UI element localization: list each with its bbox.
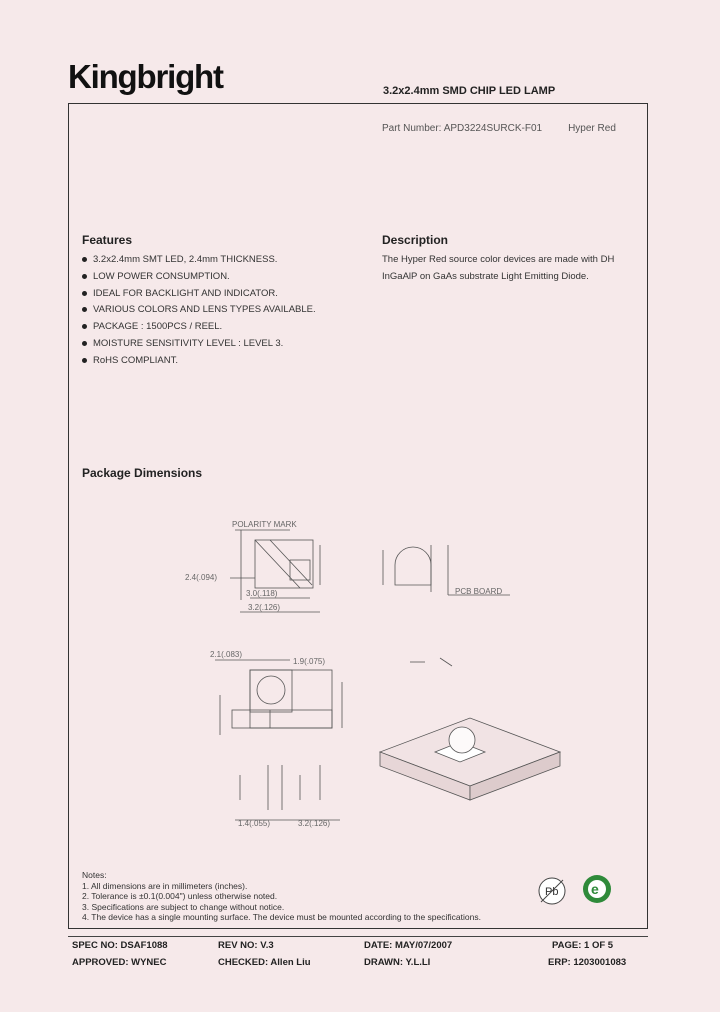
feature-item: MOISTURE SENSITIVITY LEVEL : LEVEL 3. [82, 336, 316, 353]
feature-item: IDEAL FOR BACKLIGHT AND INDICATOR. [82, 286, 316, 303]
dim-label: 3.2(.126) [248, 603, 281, 612]
feature-item: RoHS COMPLIANT. [82, 353, 316, 370]
notes: Notes: 1. All dimensions are in millimeters (inches). 2. Tolerance is ±0.1(0.004") unless otherwise noted. 3. Specifications are subject to change without notice. 4. The device has a single mounting surface. The device must be mounted according to the specifications. [82, 870, 481, 923]
part-number: Part Number: APD3224SURCK-F01 [382, 123, 543, 134]
description-heading: Description [382, 233, 449, 247]
page-number: PAGE: 1 OF 5 [552, 940, 614, 951]
dim-label: 2.4(.094) [185, 573, 218, 582]
kingbright-logo: Kingbright [68, 58, 223, 95]
dim-label: 3.2(.126) [298, 819, 331, 828]
polarity-mark-label: POLARITY MARK [232, 520, 297, 529]
description-text: The Hyper Red source color devices are made with DH InGaAlP on GaAs substrate Light Emitting Diode. [382, 254, 615, 282]
bottom-view-drawing [215, 660, 342, 735]
pcb-isometric-drawing [380, 658, 560, 800]
features-heading: Features [82, 233, 133, 247]
rohs-icon [583, 875, 611, 903]
feature-item: VARIOUS COLORS AND LENS TYPES AVAILABLE. [82, 302, 316, 319]
section-view-drawing [235, 765, 340, 820]
drawn-by: DRAWN: Y.L.LI [364, 957, 431, 968]
feature-item: LOW POWER CONSUMPTION. [82, 269, 316, 286]
dim-label: 3.0(.118) [246, 589, 278, 598]
rev-no: REV NO: V.3 [218, 940, 274, 951]
package-dimensions-heading: Package Dimensions [82, 466, 203, 480]
erp-number: ERP: 1203001083 [548, 957, 627, 968]
led-color: Hyper Red [568, 123, 616, 134]
dim-label: 2.1(.083) [210, 650, 243, 659]
spec-no: SPEC NO: DSAF1088 [72, 940, 168, 951]
top-view-drawing [230, 530, 320, 612]
dim-label: 1.4(.055) [238, 819, 271, 828]
pb-free-label: Pb [545, 886, 559, 898]
document-title: 3.2x2.4mm SMD CHIP LED LAMP [383, 85, 556, 97]
pcb-board-label: PCB BOARD [455, 587, 503, 596]
checked-by: CHECKED: Allen Liu [218, 957, 311, 968]
dim-label: 1.9(.075) [293, 657, 326, 666]
approved-by: APPROVED: WYNEC [72, 957, 167, 968]
rohs-label: e [591, 881, 599, 897]
feature-item: 3.2x2.4mm SMT LED, 2.4mm THICKNESS. [82, 252, 316, 269]
footer-divider [68, 936, 648, 937]
date: DATE: MAY/07/2007 [364, 940, 453, 951]
pb-free-icon [539, 878, 565, 904]
feature-item: PACKAGE : 1500PCS / REEL. [82, 319, 316, 336]
